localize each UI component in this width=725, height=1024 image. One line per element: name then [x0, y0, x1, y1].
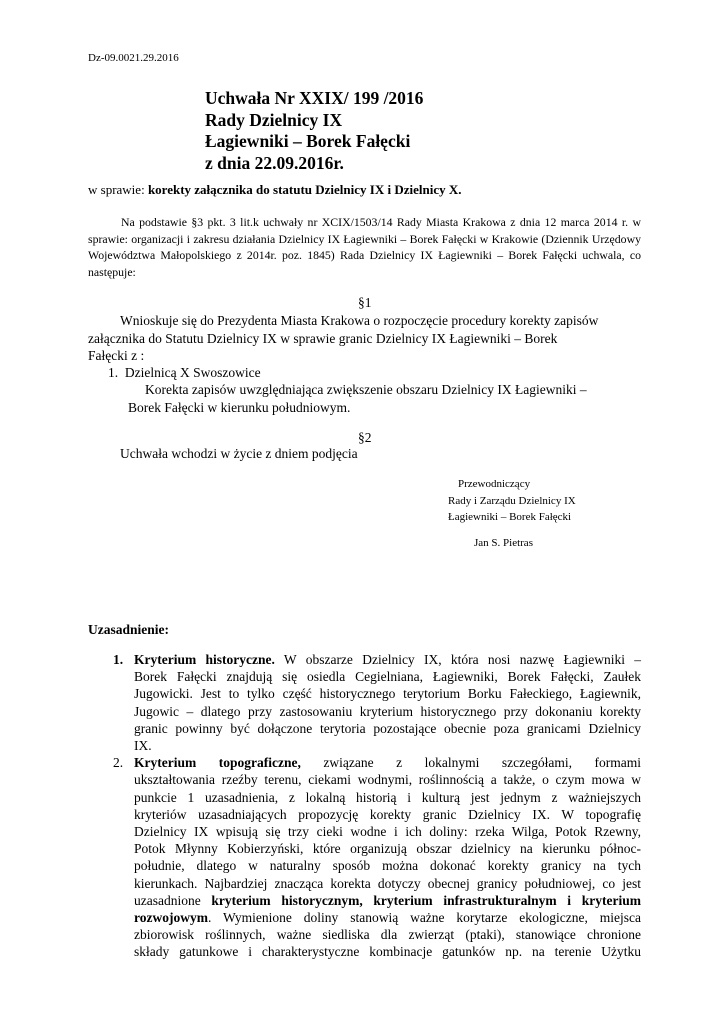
paragraph-1-line-1: Wnioskuje się do Prezydenta Miasta Krakowa o rozpoczęcie procedury korekty zapisów [120, 313, 599, 328]
item-2-line-4: kryteriów uzasadniających propozycję korekty granic Dzielnicy IX. W topografię [134, 806, 641, 822]
title-line-4: z dnia 22.09.2016r. [205, 152, 344, 173]
resolution-title [205, 88, 423, 174]
item-2-line-2: ukształtowania rzeźby terenu, ciekami wodnymi, roślinnością a także, o czym mowa w [134, 772, 641, 788]
signature-role-3: Łagiewniki – Borek Fałęcki [448, 511, 572, 523]
title-line-3: Łagiewniki – Borek Fałęcki [205, 131, 411, 151]
item-1-line-6: IX. [134, 738, 152, 754]
item-2-number: 2. [113, 755, 124, 771]
paragraph-1-line-3: Fałęcki z : [88, 348, 145, 363]
item-2-line-9: uzasadnione kryterium historycznym, kryterium infrastrukturalnym i kryterium [134, 892, 641, 908]
list-item-description-line-2: Borek Fałęcki w kierunku południowym. [128, 399, 351, 415]
list-item-description [128, 381, 587, 416]
list-item-number: 1. [108, 365, 119, 380]
paragraph-2-text: Uchwała wchodzi w życie z dniem podjęcia [120, 446, 358, 461]
item-1-line-3: Jugowicki. Jest to tylko część historycznego terytorium Borku Fałeckiego, Łagiewnik, [134, 686, 641, 702]
subject-prefix: w sprawie: [88, 182, 148, 197]
item-2-line-11: zbiorowisk roślinnych, ważne siedliska dla zwierząt (ptaki), stanowiące chronione [134, 927, 641, 943]
item-2-line-6: Potok Młynny Kobierzyński, które organizują obszar dzielnicy na kierunku północ- [134, 841, 641, 857]
item-2-line-3: punkcie 1 uzasadnienia, z lokalną historią i kulturą jest jednym z ważniejszych [134, 789, 641, 805]
legal-basis-paragraph: Na podstawie §3 pkt. 3 lit.k uchwały nr XCIX/1503/14 Rady Miasta Krakowa z dnia 12 marca 2014 r. w sprawie: organizacji i zakresu działania Dzielnicy IX Łagiewniki – Borek Fałęcki w Krakowie (Dziennik Urzędowy Województwa Małopolskiego z 2014r. poz. 1845) Rada Dzielnicy IX Łagiewniki – Borek Fałęcki uchwala, co następuje: [88, 215, 641, 279]
paragraph-1-text [88, 312, 640, 365]
item-1-bold: Kryterium historyczne. [134, 652, 275, 667]
justification-heading: Uzasadnienie: [88, 622, 169, 637]
document-reference: Dz-09.0021.29.2016 [88, 52, 179, 64]
item-1-line-1: Kryterium historyczne. W obszarze Dzielnicy IX, która nosi nazwę Łagiewniki – [134, 652, 641, 667]
item-2-line-10: rozwojowym. Wymienione doliny stanowią ważne korytarze ekologiczne, miejsca [134, 910, 641, 926]
paragraph-1-list-item [108, 364, 261, 382]
title-line-2: Rady Dzielnicy IX [205, 109, 343, 130]
item-2-line-7: południe, dlatego w naturalny sposób można dokonać korekty granicy na tych [134, 858, 641, 874]
justification-list [113, 651, 641, 961]
item-2-line-1: Kryterium topograficzne, związane z lokalnymi szczegółami, formami [134, 755, 641, 771]
item-2-line-5: Dzielnicy IX wpisują się trzy cieki wodne i ich doliny: rzeka Wilga, Potok Rzewny, [134, 824, 641, 840]
list-item-label: Dzielnicą X Swoszowice [124, 365, 261, 380]
item-2-bold: Kryterium topograficzne, [134, 755, 301, 771]
subject-text: korekty załącznika do statutu Dzielnicy IX i Dzielnicy X. [147, 182, 462, 197]
subject-line [88, 182, 462, 198]
item-1-line-5: granic powinny być dołączone terytoria pozostające obecnie poza granicami Dzielnicy [134, 720, 641, 736]
title-line-1: Uchwała Nr XXIX/ 199 /2016 [205, 88, 424, 108]
item-2-line-12: składy gatunkowe i charakterystyczne kombinacje gatunków np. na terenie Użytku [134, 944, 641, 960]
justification-item-1 [113, 651, 641, 754]
signature-role-2: Rady i Zarządu Dzielnicy IX [448, 494, 576, 507]
signature-block [448, 476, 576, 526]
signer-name: Jan S. Pietras [474, 537, 533, 549]
paragraph-1-mark: §1 [358, 295, 372, 310]
item-2-line-8: kierunkach. Najbardziej znacząca korekta dotyczy obecnej granicy południowej, co jest [134, 875, 641, 891]
paragraph-1-line-2: załącznika do Statutu Dzielnicy IX w sprawie granic Dzielnicy IX Łagiewniki – Borek [88, 330, 558, 346]
item-1-line-4: Jugowic – dlatego przy zastosowaniu kryterium historycznego przy dokonaniu korekty [134, 703, 641, 719]
justification-item-2 [113, 754, 641, 960]
item-1-number: 1. [113, 652, 124, 667]
list-item-description-line-1: Korekta zapisów uwzględniająca zwiększenie obszaru Dzielnicy IX Łagiewniki – [145, 382, 587, 397]
signature-role-1: Przewodniczący [458, 478, 531, 490]
paragraph-2-mark: §2 [358, 430, 372, 445]
item-1-line-2: Borek Fałęcki znajdują się osiedla Cegielniana, Łagiewniki, Borek Fałęcki, Zaułek [134, 669, 641, 685]
